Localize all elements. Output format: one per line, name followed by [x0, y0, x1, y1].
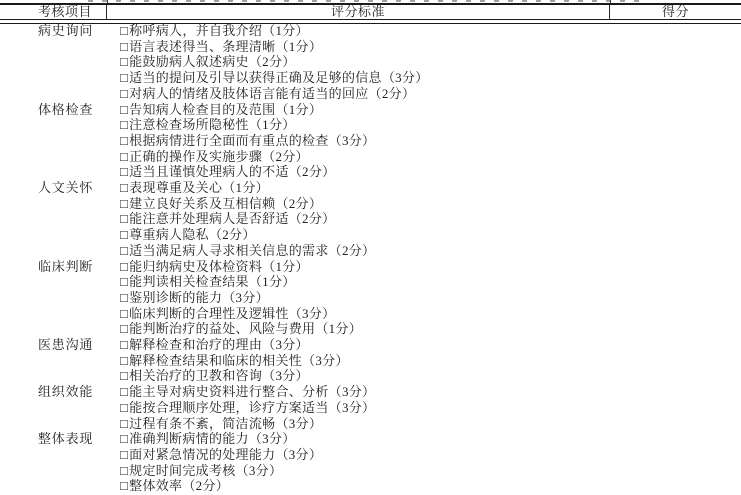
- criteria-item-text: 注意检查场所隐秘性（1分）: [129, 117, 296, 133]
- criteria-item-list: [107, 23, 741, 102]
- criteria-item: [120, 353, 741, 369]
- column-header-assessment-item: 考核项目: [0, 5, 107, 19]
- clipped-text-artifact: [88, 0, 648, 2]
- criteria-item: [120, 259, 741, 275]
- checkbox-icon: □: [120, 117, 129, 133]
- criteria-item: [120, 102, 741, 118]
- criteria-item-text: 正确的操作及实施步骤（2分）: [129, 148, 309, 164]
- criteria-item: [120, 321, 741, 337]
- checkbox-icon: □: [120, 164, 129, 180]
- criteria-item-list: [107, 384, 741, 431]
- criteria-item-text: 能判读相关检查结果（1分）: [129, 274, 296, 290]
- criteria-item-text: 适当满足病人寻求相关信息的需求（2分）: [129, 242, 376, 258]
- criteria-item-text: 根据病情进行全面而有重点的检查（3分）: [129, 132, 376, 148]
- criteria-item-text: 适当的提问及引导以获得正确及足够的信息（3分）: [129, 70, 429, 86]
- checkbox-icon: □: [120, 227, 129, 243]
- criteria-item-text: 面对紧急情况的处理能力（3分）: [129, 446, 323, 462]
- criteria-item-text: 表现尊重及关心（1分）: [129, 180, 269, 196]
- criteria-item-text: 能鼓励病人叙述病史（2分）: [129, 54, 296, 70]
- criteria-item-text: 告知病人检查目的及范围（1分）: [129, 101, 323, 117]
- category-label: 临床判断: [38, 258, 94, 274]
- criteria-item-list: [107, 180, 741, 259]
- criteria-group: [0, 337, 741, 384]
- criteria-item-list: [107, 102, 741, 181]
- criteria-item: [120, 164, 741, 180]
- checkbox-icon: □: [120, 258, 129, 274]
- criteria-item: [120, 463, 741, 479]
- category-label: 人文关怀: [38, 180, 94, 196]
- checkbox-icon: □: [120, 274, 129, 290]
- criteria-item-list: [107, 337, 741, 384]
- criteria-groups: [0, 23, 741, 494]
- criteria-item-text: 整体效率（2分）: [129, 478, 230, 494]
- checkbox-icon: □: [120, 70, 129, 86]
- checkbox-icon: □: [120, 211, 129, 227]
- checkbox-icon: □: [120, 337, 129, 353]
- criteria-group: [0, 102, 741, 181]
- criteria-item: [120, 149, 741, 165]
- criteria-item-text: 对病人的情绪及肢体语言能有适当的回应（2分）: [129, 85, 416, 101]
- criteria-item-text: 能主导对病史资料进行整合、分析（3分）: [129, 384, 376, 400]
- criteria-item: [120, 400, 741, 416]
- criteria-item-text: 鉴别诊断的能力（3分）: [129, 289, 269, 305]
- category-label: 整体表现: [38, 431, 94, 447]
- table-header-row: [0, 5, 741, 19]
- checkbox-icon: □: [120, 23, 129, 38]
- criteria-item-text: 能按合理顺序处理，诊疗方案适当（3分）: [129, 399, 376, 415]
- criteria-group: [0, 431, 741, 494]
- category-label: 体格检查: [38, 101, 94, 117]
- checkbox-icon: □: [120, 38, 129, 54]
- checkbox-icon: □: [120, 368, 129, 384]
- criteria-item: [120, 431, 741, 447]
- checkbox-icon: □: [120, 132, 129, 148]
- criteria-item-text: 能判断治疗的益处、风险与费用（1分）: [129, 321, 363, 337]
- criteria-item-text: 相关治疗的卫教和咨询（3分）: [129, 368, 309, 384]
- checkbox-icon: □: [120, 431, 129, 447]
- column-header-score: 得分: [661, 4, 689, 19]
- criteria-group: [0, 180, 741, 259]
- criteria-group: [0, 259, 741, 338]
- criteria-item: [120, 133, 741, 149]
- criteria-item: [120, 384, 741, 400]
- checkbox-icon: □: [120, 180, 129, 196]
- criteria-item: [120, 23, 741, 39]
- criteria-item-text: 规定时间完成考核（3分）: [129, 462, 283, 478]
- criteria-item: [120, 196, 741, 212]
- criteria-item-list: [107, 431, 741, 494]
- criteria-item: [120, 290, 741, 306]
- criteria-item: [120, 70, 741, 86]
- criteria-item: [120, 368, 741, 384]
- criteria-item: [120, 211, 741, 227]
- criteria-item: [120, 180, 741, 196]
- criteria-item: [120, 39, 741, 55]
- criteria-item-text: 临床判断的合理性及逻辑性（3分）: [129, 305, 336, 321]
- criteria-item: [120, 416, 741, 432]
- criteria-item: [120, 306, 741, 322]
- checkbox-icon: □: [120, 321, 129, 337]
- checkbox-icon: □: [120, 195, 129, 211]
- criteria-item-text: 尊重病人隐私（2分）: [129, 227, 256, 243]
- criteria-item-text: 语言表述得当、条理清晰（1分）: [129, 38, 323, 54]
- checkbox-icon: □: [120, 85, 129, 101]
- criteria-item-text: 过程有条不紊，简洁流畅（3分）: [129, 415, 323, 431]
- criteria-item: [120, 274, 741, 290]
- criteria-item: [120, 117, 741, 133]
- criteria-item-text: 解释检查结果和临床的相关性（3分）: [129, 352, 349, 368]
- criteria-group: [0, 23, 741, 102]
- criteria-item-text: 解释检查和治疗的理由（3分）: [129, 337, 309, 353]
- criteria-item: [120, 54, 741, 70]
- criteria-item: [120, 447, 741, 463]
- criteria-item-text: 准确判断病情的能力（3分）: [129, 431, 296, 447]
- checkbox-icon: □: [120, 289, 129, 305]
- criteria-group: [0, 384, 741, 431]
- category-label: 组织效能: [38, 384, 94, 400]
- criteria-item: [120, 243, 741, 259]
- category-label: 病史询问: [38, 23, 94, 38]
- checkbox-icon: □: [120, 101, 129, 117]
- criteria-item: [120, 337, 741, 353]
- column-header-scoring-criteria: 评分标准: [107, 5, 610, 19]
- criteria-item-list: [107, 259, 741, 338]
- criteria-item-text: 能归纳病史及体检资料（1分）: [129, 258, 309, 274]
- criteria-item-text: 建立良好关系及互相信赖（2分）: [129, 195, 323, 211]
- criteria-item: [120, 227, 741, 243]
- criteria-item-text: 能注意并处理病人是否舒适（2分）: [129, 211, 336, 227]
- checkbox-icon: □: [120, 352, 129, 368]
- checkbox-icon: □: [120, 148, 129, 164]
- criteria-item-text: 适当且谨慎处理病人的不适（2分）: [129, 164, 336, 180]
- checkbox-icon: □: [120, 242, 129, 258]
- criteria-item-text: 称呼病人，并自我介绍（1分）: [129, 23, 309, 38]
- checkbox-icon: □: [120, 54, 129, 70]
- checkbox-icon: □: [120, 399, 129, 415]
- checkbox-icon: □: [120, 305, 129, 321]
- checkbox-icon: □: [120, 446, 129, 462]
- criteria-item: [120, 86, 741, 102]
- checkbox-icon: □: [120, 478, 129, 494]
- checkbox-icon: □: [120, 384, 129, 400]
- checkbox-icon: □: [120, 415, 129, 431]
- criteria-item: [120, 478, 741, 494]
- category-label: 医患沟通: [38, 337, 94, 353]
- checkbox-icon: □: [120, 462, 129, 478]
